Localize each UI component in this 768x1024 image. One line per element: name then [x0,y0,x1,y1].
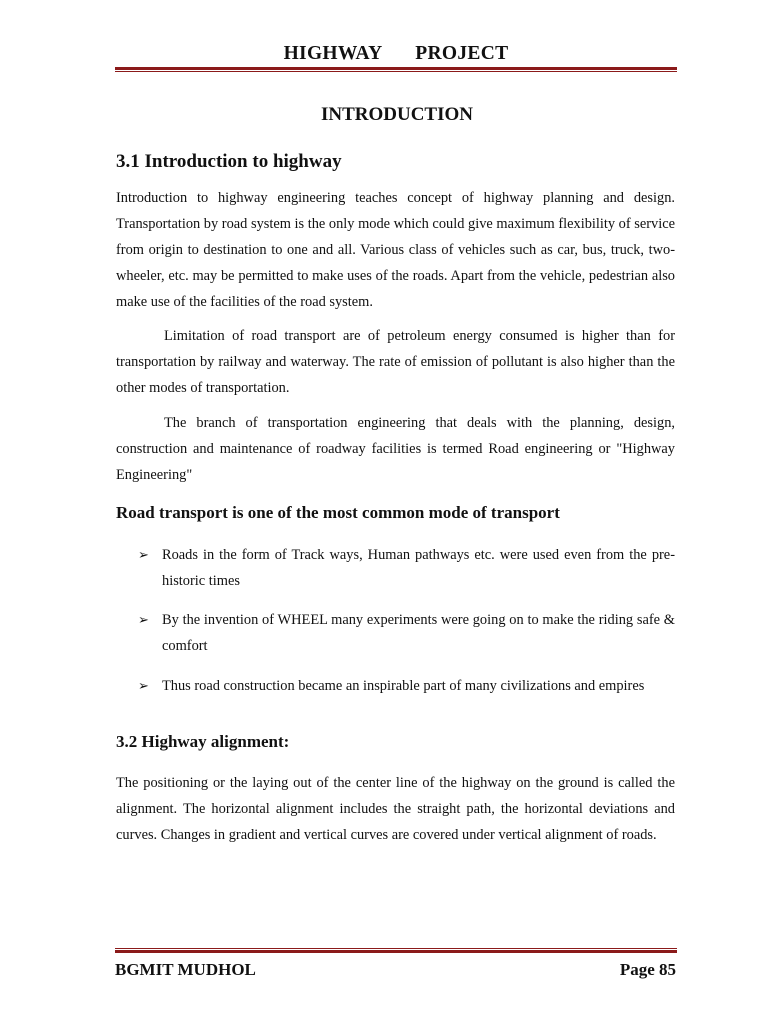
footer-rule [115,948,677,953]
footer-institution: BGMIT MUDHOL [115,960,256,979]
section-heading-3-1: 3.1 Introduction to highway [116,151,342,172]
road-transport-heading: Road transport is one of the most common mode of transport [116,503,560,522]
header-title: HIGHWAY PROJECT [283,43,509,64]
bullet-text: Roads in the form of Track ways, Human pathways etc. were used even from the pre-historic times [162,547,675,589]
bullet-item [138,673,675,699]
section-heading-3-2: 3.2 Highway alignment: [116,732,290,751]
paragraph-branch: The branch of transportation engineering that deals with the planning, design, construction and maintenance of roadway facilities is termed Road engineering or "Highway Engineering" [116,415,675,483]
paragraph-intro: Introduction to highway engineering teaches concept of highway planning and design. Transportation by road system is the only mode which could give maximum flexibility of service from origin to destination to one and all. Various class of vehicles such as car, bus, truck, two-wheeler, etc. may be permitted to make uses of the roads. Apart from the vehicle, pedestrian also make use of the facilities of the road system. [116,190,676,310]
arrow-bullet-icon: ➢ [138,547,149,562]
bullet-item [138,607,675,659]
arrow-bullet-icon: ➢ [138,612,149,627]
bullet-item [138,542,675,594]
arrow-bullet-icon: ➢ [138,678,149,693]
paragraph-alignment: The positioning or the laying out of the center line of the highway on the ground is called the alignment. The horizontal alignment includes the straight path, the horizontal deviations and curves. Changes in gradient and vertical curves are covered under vertical alignment of roads. [116,775,675,843]
chapter-title: INTRODUCTION [320,104,474,125]
bullet-text: Thus road construction became an inspirable part of many civilizations and empires [162,678,645,694]
page-number: Page 85 [619,960,676,979]
bullet-text: By the invention of WHEEL many experiments were going on to make the riding safe & comfort [162,612,675,654]
header-rule [115,67,677,72]
paragraph-limitation: Limitation of road transport are of petroleum energy consumed is higher than for transportation by railway and waterway. The rate of emission of pollutant is also higher than the other modes of transportation. [116,328,675,396]
